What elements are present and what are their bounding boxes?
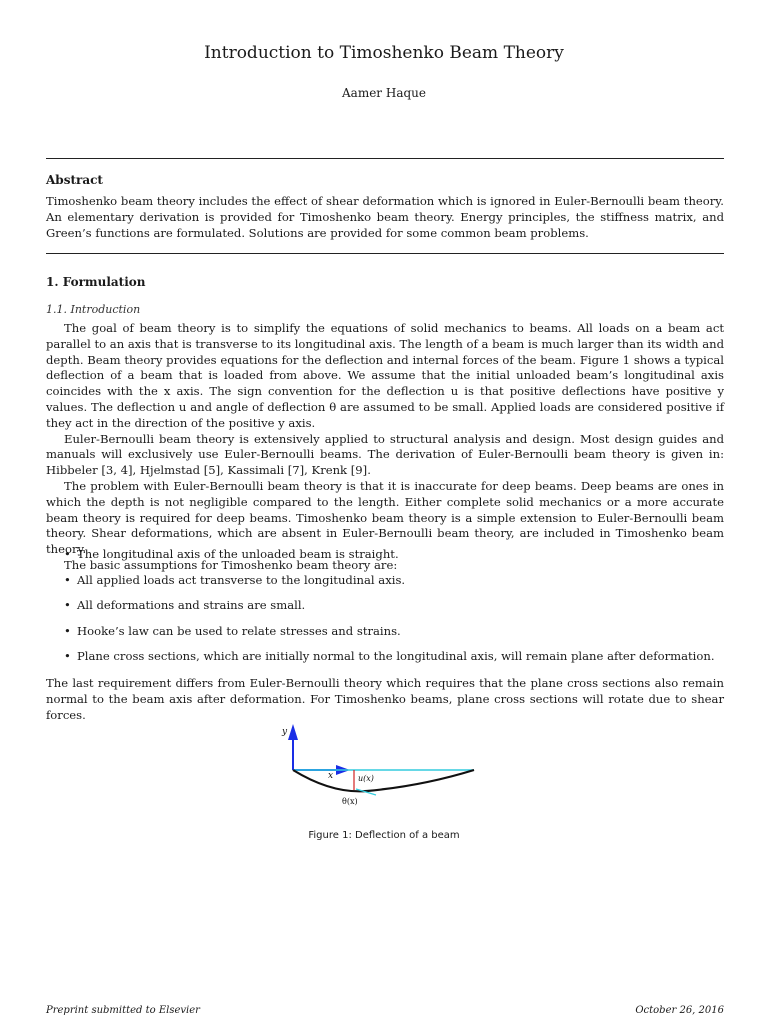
- paragraph: The goal of beam theory is to simplify the equations of solid mechanics to beams. All loads on a beam act parallel to an axis that is transverse to its longitudinal axis. The length of a beam is much larger than its width and depth. Beam theory provides equations for the deflection and internal forces of the beam. Figure 1 shows a typical deflection of a beam that is loaded from above. We assume that the initial unloaded beam’s longitudinal axis coincides with the x axis. The sign convention for the deflection u is that positive deflections have positive y values. The deflection u and angle of deflection θ are assumed to be small. Applied loads are considered positive if they act in the direction of the positive y axis.: [46, 321, 724, 430]
- list-item: • All applied loads act transverse to the longitudinal axis.: [46, 572, 724, 598]
- paragraph: The problem with Euler-Bernoulli beam theory is that it is inaccurate for deep beams. Deep beams are ones in which the depth is not negligible compared to the length. Either complete solid mechanics or a more accurate beam theory is required for deep beams. Timoshenko beam theory is a simple extension to Euler-Bernoulli beam theory. Shear deformations, which are absent in Euler-Bernoulli beam theory, are included in Timoshenko beam theory.: [46, 478, 724, 557]
- after-list-text: The last requirement differs from Euler-Bernoulli theory which requires that the plane cross sections also remain normal to the beam axis after deformation. For Timoshenko beams, plane cross sections will rotate due to shear forces.: [46, 676, 724, 722]
- list-item: • The longitudinal axis of the unloaded beam is straight.: [46, 546, 724, 572]
- paragraph: Euler-Bernoulli beam theory is extensively applied to structural analysis and design. Most design guides and manuals will exclusively use Euler-Bernoulli beams. The derivation of Euler-Bernoulli beam theory is given in: Hibbeler [3, 4], Hjelmstad [5], Kassimali [7], Krenk [9].: [46, 431, 724, 478]
- abstract-text: Timoshenko beam theory includes the effect of shear deformation which is ignored in Euler-Bernoulli beam theory. An elementary derivation is provided for Timoshenko beam theory. Energy principles, the stiffness matrix, and Green’s functions are formulated. Solutions are provided for some common beam problems.: [46, 194, 724, 240]
- paper-title: Introduction to Timoshenko Beam Theory: [204, 43, 564, 63]
- deflected-beam-curve: [293, 770, 474, 791]
- footer-date: October 26, 2016: [635, 1005, 724, 1016]
- angle-label: θ(x): [342, 797, 358, 806]
- footer-journal: Preprint submitted to Elsevier: [46, 1005, 200, 1016]
- deflection-label: u(x): [358, 774, 374, 783]
- author-name: Aamer Haque: [342, 86, 426, 100]
- x-axis-label: x: [328, 771, 334, 781]
- beam-deflection-figure: [272, 718, 482, 818]
- figure-caption: Figure 1: Deflection of a beam: [308, 830, 460, 841]
- abstract-bottom-rule: [46, 253, 724, 254]
- subsection-heading: 1.1. Introduction: [46, 303, 141, 316]
- paragraph: The basic assumptions for Timoshenko beam theory are:: [64, 557, 398, 572]
- list-item: • Plane cross sections, which are initially normal to the longitudinal axis, will remain plane after deformation.: [46, 648, 724, 674]
- assumption-list: [46, 546, 724, 674]
- list-item: • Hooke’s law can be used to relate stresses and strains.: [46, 623, 724, 649]
- body-text: [46, 321, 724, 574]
- abstract-heading: Abstract: [46, 173, 103, 187]
- y-axis-label: y: [282, 727, 288, 737]
- y-axis-arrowhead: [288, 724, 298, 740]
- list-item: • All deformations and strains are small.: [46, 597, 724, 623]
- section-heading: 1. Formulation: [46, 275, 146, 289]
- abstract-top-rule: [46, 158, 724, 159]
